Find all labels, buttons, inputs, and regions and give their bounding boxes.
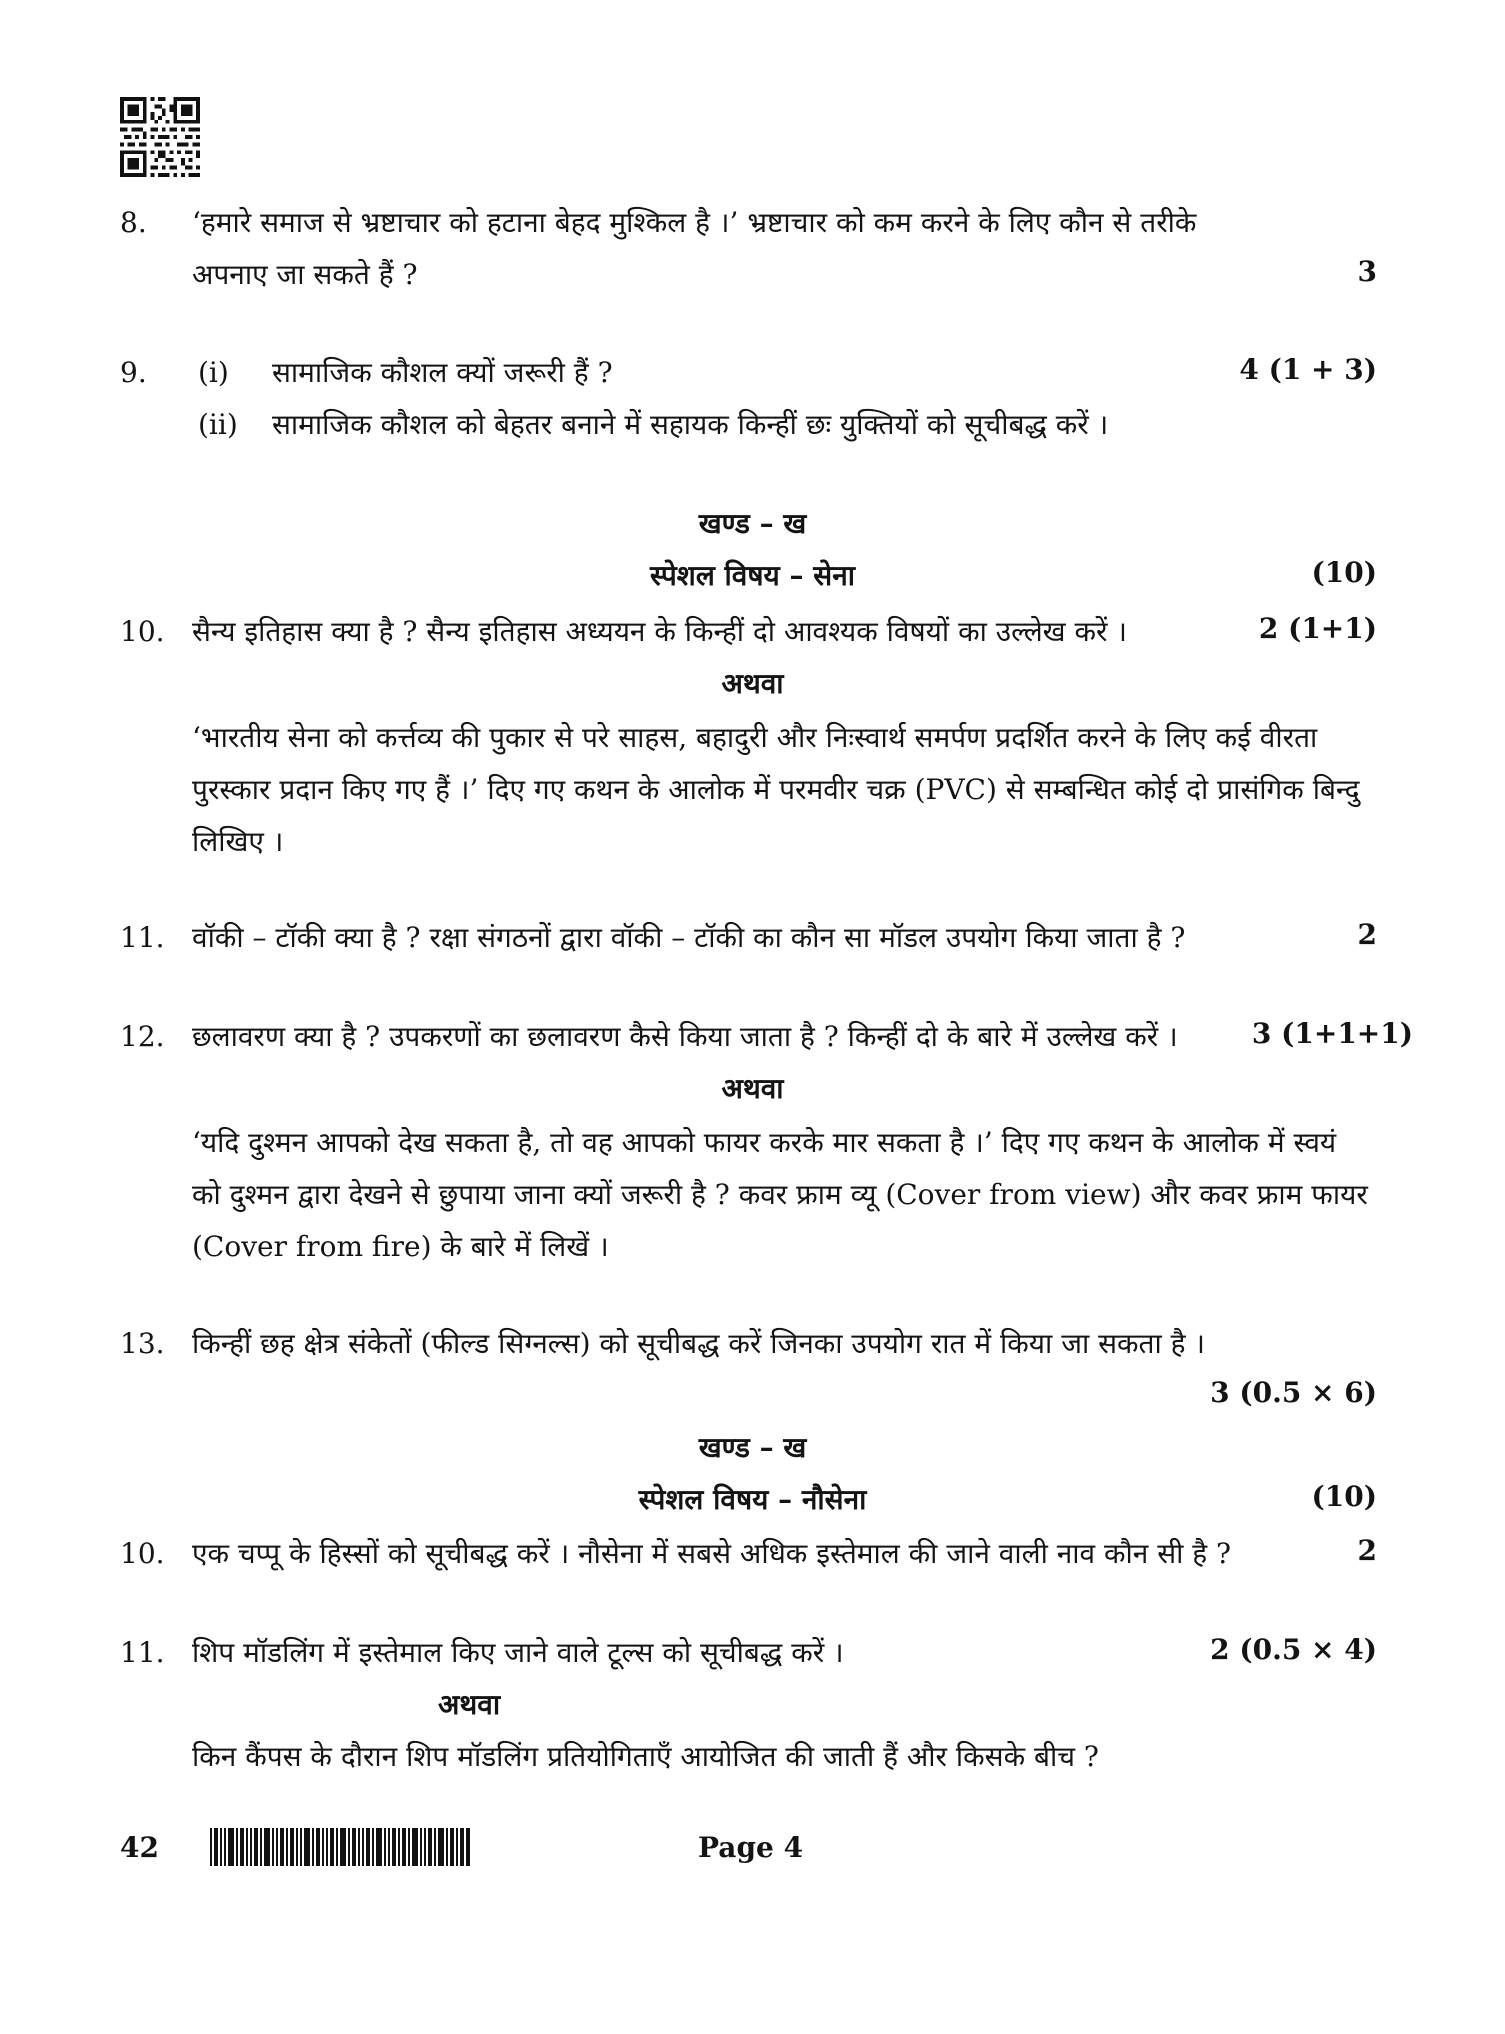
army-question-13-marks: 3 (0.5 × 6) — [1210, 1376, 1377, 1409]
barcode — [210, 1828, 470, 1866]
navy-question-11-marks: 2 (0.5 × 4) — [1210, 1633, 1377, 1666]
army-question-10-or: अथवा — [721, 667, 784, 700]
question-9-part1-text: सामाजिक कौशल क्यों जरूरी हैं ? — [272, 356, 613, 389]
army-question-11-marks: 2 — [1357, 918, 1377, 951]
question-8-marks: 3 — [1357, 255, 1377, 288]
section-navy-heading: खण्ड – ख — [698, 1431, 807, 1464]
question-9-number: 9. — [120, 356, 147, 389]
question-9-marks: 4 (1 + 3) — [1239, 353, 1377, 386]
army-question-11-number: 11. — [120, 921, 165, 954]
section-army-subheading: स्पेशल विषय – सेना — [649, 559, 856, 592]
navy-question-10-marks: 2 — [1357, 1534, 1377, 1567]
army-question-10-alternative: ‘भारतीय सेना को कर्त्तव्य की पुकार से परे साहस, बहादुरी और निःस्वार्थ समर्पण प्रदर्शित करने के लिए कई वीरता पुरस्कार प्रदान किए गए हैं ।’ दिए गए कथन के आलोक में परमवीर चक्र (PVC) से सम्बन्धित कोई दो प्रासंगिक बिन्दु लिखिए । — [192, 721, 1360, 858]
section-army-heading: खण्ड – ख — [698, 507, 807, 540]
question-9-part1-label: (i) — [198, 356, 229, 389]
army-question-12-text: छलावरण क्या है ? उपकरणों का छलावरण कैसे किया जाता है ? किन्हीं दो के बारे में उल्लेख करें । — [192, 1020, 1178, 1053]
navy-question-11-alternative: किन कैंपस के दौरान शिप मॉडलिंग प्रतियोगिताएँ आयोजित की जाती हैं और किसके बीच ? — [192, 1740, 1099, 1773]
paper-code: 42 — [120, 1831, 159, 1864]
navy-question-11-number: 11. — [120, 1636, 165, 1669]
navy-question-10-number: 10. — [120, 1537, 165, 1570]
question-8-number: 8. — [120, 206, 147, 239]
question-9-part2-text: सामाजिक कौशल को बेहतर बनाने में सहायक किन्हीं छः युक्तियों को सूचीबद्ध करें । — [272, 408, 1109, 441]
question-9-part2-label: (ii) — [198, 408, 238, 441]
qr-code — [120, 97, 200, 177]
army-question-12-number: 12. — [120, 1020, 165, 1053]
question-8-line2: अपनाए जा सकते हैं ? — [192, 258, 418, 291]
army-question-10-text: सैन्य इतिहास क्या है ? सैन्य इतिहास अध्ययन के किन्हीं दो आवश्यक विषयों का उल्लेख करें । — [192, 615, 1127, 648]
army-question-12-or: अथवा — [721, 1072, 784, 1105]
army-question-12-alternative: ‘यदि दुश्मन आपको देख सकता है, तो वह आपको फायर करके मार सकता है ।’ दिए गए कथन के आलोक में स्वयं को दुश्मन द्वारा देखने से छुपाया जाना क्यों जरूरी है ? कवर फ्राम व्यू (Cover from view) और कवर फ्राम फायर (Cover from fire) के बारे में लिखें । — [192, 1126, 1368, 1263]
section-navy-subheading: स्पेशल विषय – नौसेना — [638, 1483, 867, 1516]
navy-question-11-text: शिप मॉडलिंग में इस्तेमाल किए जाने वाले टूल्स को सूचीबद्ध करें । — [192, 1636, 844, 1669]
navy-question-10-text: एक चप्पू के हिस्सों को सूचीबद्ध करें । नौसेना में सबसे अधिक इस्तेमाल की जाने वाली नाव कौन सी है ? — [192, 1537, 1232, 1570]
army-question-10-marks: 2 (1+1) — [1258, 612, 1377, 645]
army-question-10-number: 10. — [120, 615, 165, 648]
army-question-12-marks: 3 (1+1+1) — [1251, 1017, 1413, 1050]
section-army-total-marks: (10) — [1311, 556, 1377, 589]
navy-question-11-or: अथवा — [438, 1688, 501, 1721]
army-question-13-number: 13. — [120, 1327, 165, 1360]
page-number: Page 4 — [698, 1831, 804, 1864]
army-question-13-text: किन्हीं छह क्षेत्र संकेतों (फील्ड सिग्नल्स) को सूचीबद्ध करें जिनका उपयोग रात में किया जा सकता है । — [192, 1327, 1206, 1360]
question-8-line1: ‘हमारे समाज से भ्रष्टाचार को हटाना बेहद मुश्किल है ।’ भ्रष्टाचार को कम करने के लिए कौन से तरीके — [192, 206, 1197, 239]
section-navy-total-marks: (10) — [1311, 1480, 1377, 1513]
army-question-11-text: वॉकी – टॉकी क्या है ? रक्षा संगठनों द्वारा वॉकी – टॉकी का कौन सा मॉडल उपयोग किया जाता है ? — [192, 921, 1186, 954]
